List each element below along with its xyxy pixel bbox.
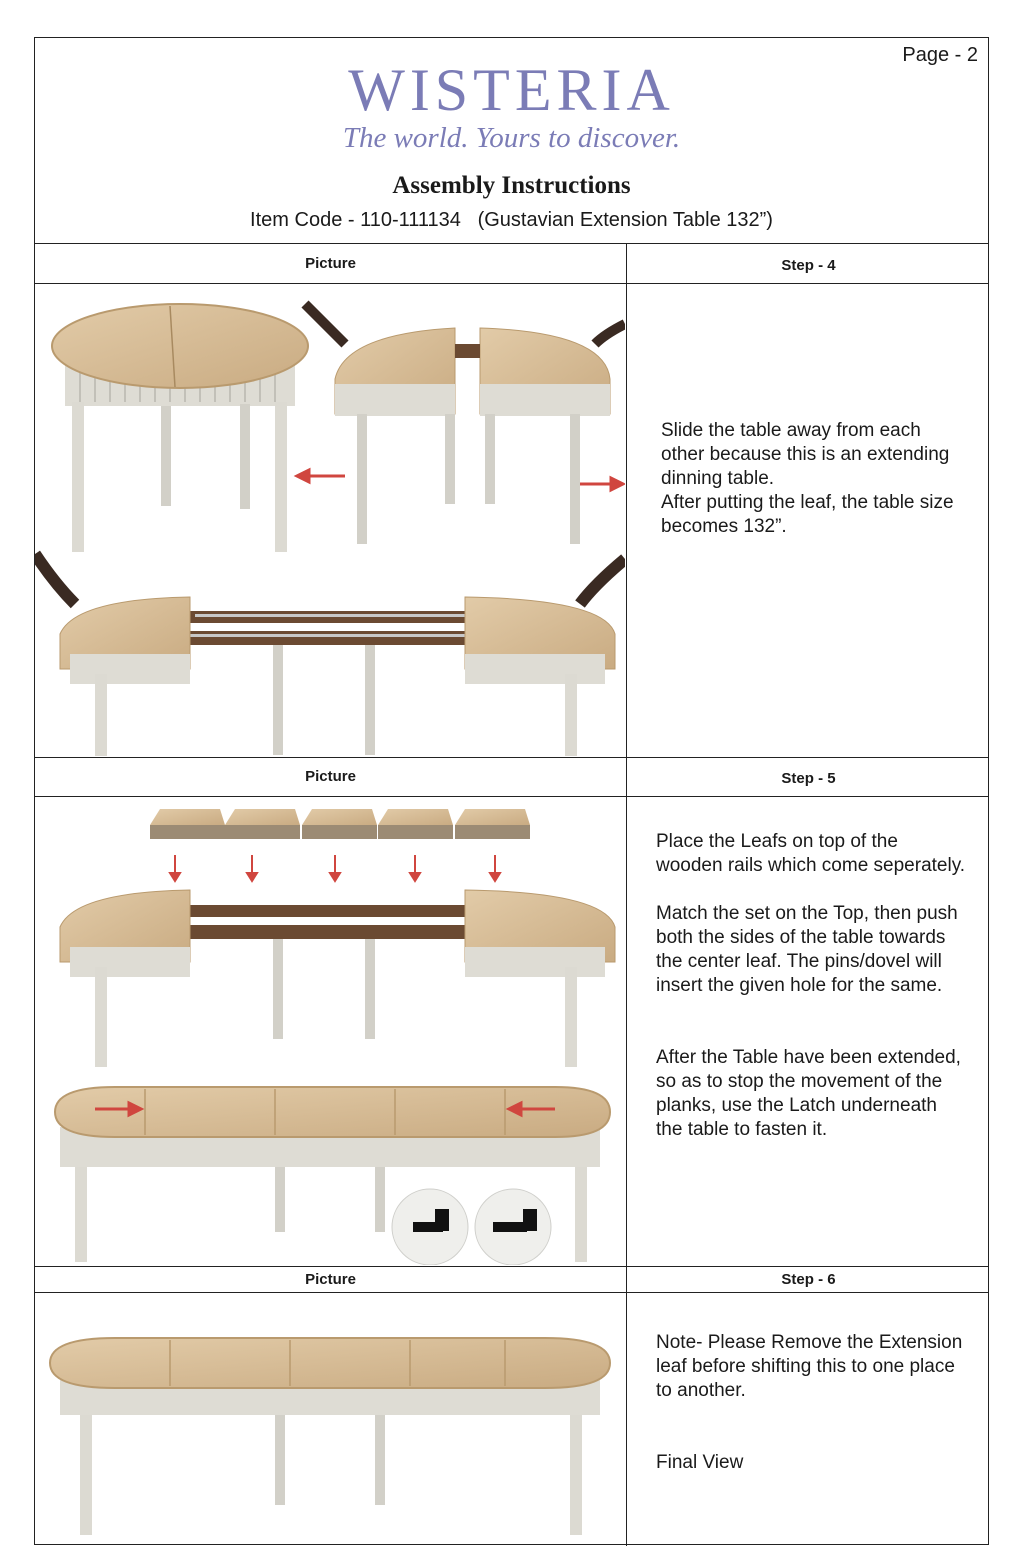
picture-header: Picture [305, 255, 356, 272]
brand-tagline: The world. Yours to discover. [342, 122, 681, 154]
step-5-text [656, 830, 966, 1142]
step-header: Step - 6 [781, 1271, 836, 1288]
step-paragraph: Final View [656, 1452, 744, 1473]
step-paragraph: Place the Leafs on top of the wooden rails which come seperately. [656, 831, 966, 876]
step-5-photo [35, 797, 625, 1265]
arrow-icon [490, 855, 500, 881]
step-6-text [656, 1331, 966, 1475]
item-code: Item Code - 110-111134 (Gustavian Extension Table 132”) [250, 209, 773, 231]
step-paragraph: Note- Please Remove the Extension leaf before shifting this to one place to another. [656, 1332, 963, 1401]
brand-logo [35, 57, 988, 155]
step-6-photo [35, 1293, 625, 1545]
round-table-illustration [52, 304, 308, 552]
page-number: Page - 2 [902, 44, 978, 66]
arrow-icon [297, 470, 345, 482]
column-divider [626, 243, 627, 1546]
arrow-icon [330, 855, 340, 881]
latch-detail-photo [392, 1189, 468, 1265]
step-paragraph: After the Table have been extended, so as to stop the movement of the planks, use the Latch underneath the table to fasten it. [656, 1047, 961, 1140]
divider [35, 243, 988, 244]
arrow-icon [410, 855, 420, 881]
extension-leaves-illustration [150, 809, 530, 839]
step-header: Step - 4 [781, 257, 836, 274]
arrow-icon [247, 855, 257, 881]
extended-frame-illustration [35, 554, 625, 756]
arrow-icon [580, 478, 623, 490]
latch-detail-photo [475, 1189, 551, 1265]
picture-header: Picture [305, 1271, 356, 1288]
divider [35, 757, 988, 758]
splitting-table-illustration [305, 304, 625, 544]
step-4-text [661, 395, 961, 563]
divider [35, 1266, 988, 1267]
picture-header: Picture [305, 768, 356, 785]
step-paragraph: Match the set on the Top, then push both the sides of the table towards the center leaf. The pins/dovel will insert the given hole for the same. [656, 903, 958, 996]
step-header: Step - 5 [781, 770, 836, 787]
step-paragraph: Slide the table away from each other because this is an extending dinning table. After putting the leaf, the table size becomes 132”. [661, 420, 954, 537]
instruction-page [34, 37, 989, 1545]
final-table-illustration [50, 1338, 610, 1535]
brand-name: WISTERIA [348, 57, 675, 123]
extended-frame-illustration [60, 890, 615, 1067]
step-4-photo [35, 284, 625, 756]
arrow-icon [170, 855, 180, 881]
document-title: Assembly Instructions [392, 172, 631, 199]
